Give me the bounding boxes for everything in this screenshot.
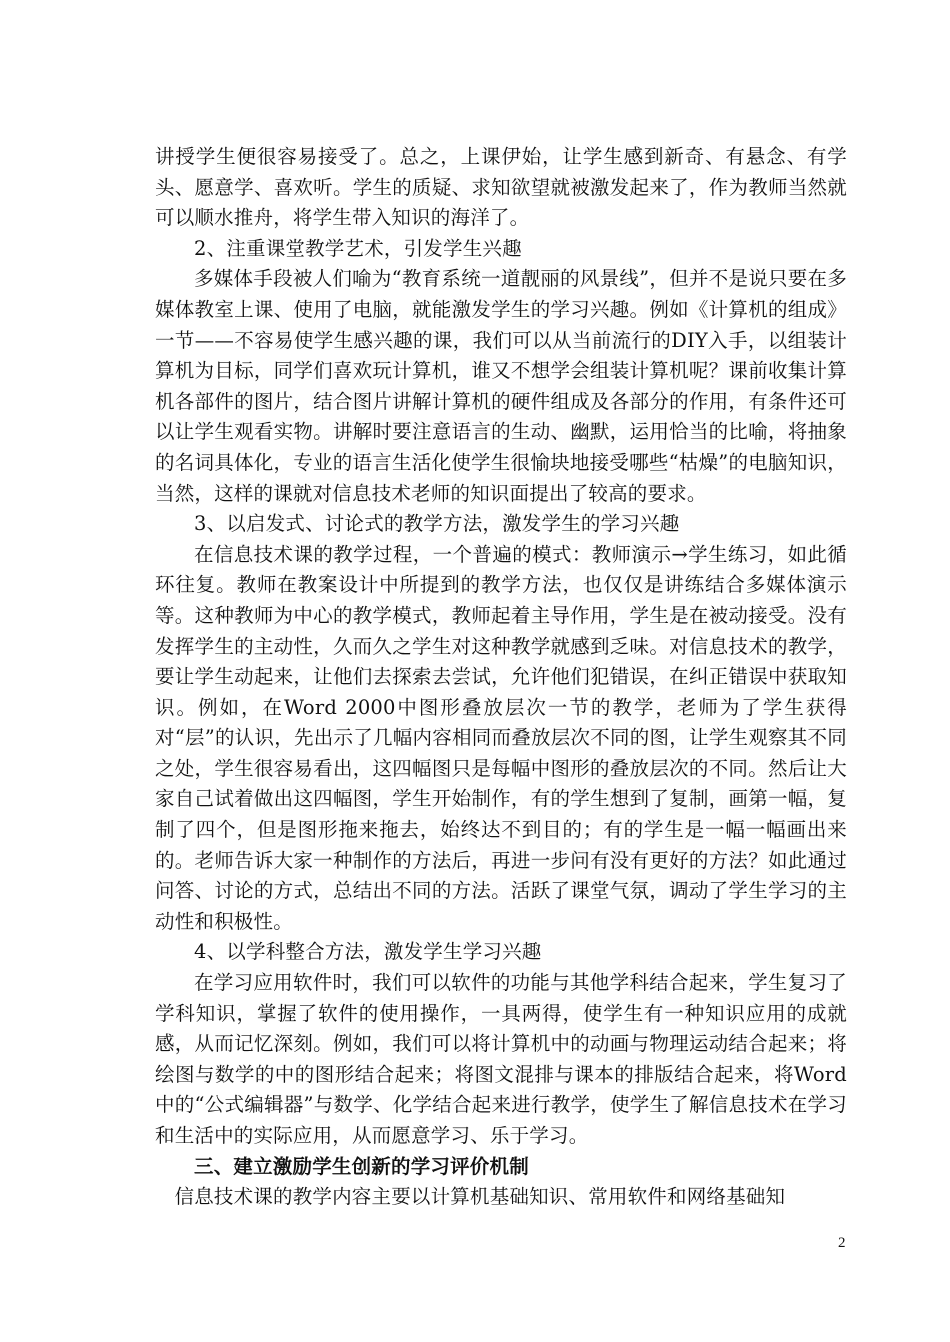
subheading-3: 3、以启发式、讨论式的教学方法，激发学生的学习兴趣 <box>194 512 680 536</box>
body-paragraph-3: 在信息技术课的教学过程，一个普遍的模式：教师演示→学生练习，如此循环往复。教师在教案设计中所提到的教学方法，也仅仅是讲练结合多媒体演示等。这种教师为中心的教学模式，教师起着主导作用，学生是在被动接受。没有发挥学生的主动性，久而久之学生对这种教学就感到乏味。对信息技术的教学，要让学生动起来，让他们去探索去尝试，允许他们犯错误，在纠正错误中获取知识。例如，在Word 2000中图形叠放层次一节的教学，老师为了学生获得对“层”的认识，先出示了几幅内容相同而叠放层次不同的图，让学生观察其不同之处，学生很容易看出，这四幅图只是每幅中图形的叠放层次的不同。然后让大家自己试着做出这四幅图，学生开始制作，有的学生想到了复制，画第一幅，复制了四个，但是图形拖来拖去，始终达不到目的；有的学生是一幅一幅画出来的。老师告诉大家一种制作的方法后，再进一步问有没有更好的方法？如此通过问答、讨论的方式，总结出不同的方法。活跃了课堂气氛，调动了学生学习的主动性和积极性。 <box>155 542 847 933</box>
subheading-4: 4、以学科整合方法，激发学生学习兴趣 <box>194 940 542 964</box>
subheading-2: 2、注重课堂教学艺术，引发学生兴趣 <box>194 236 522 260</box>
body-paragraph-2: 多媒体手段被人们喻为“教育系统一道靓丽的风景线”，但并不是说只要在多媒体教室上课、使用了电脑，就能激发学生的学习兴趣。例如《计算机的组成》一节——不容易使学生感兴趣的课，我们可以从当前流行的DIY入手，以组装计算机为目标，同学们喜欢玩计算机，谁又不想学会组装计算机呢？课前收集计算机各部件的图片，结合图片讲解计算机的硬件组成及各部分的作用，有条件还可以让学生观看实物。讲解时要注意语言的生动、幽默，运用恰当的比喻，将抽象的名词具体化，专业的语言生活化使学生很愉块地接受哪些“枯燥”的电脑知识，当然，这样的课就对信息技术老师的知识面提出了较高的要求。 <box>155 267 847 505</box>
document-page <box>155 142 847 1213</box>
page-number: 2 <box>838 1235 846 1251</box>
body-paragraph-1: 讲授学生便很容易接受了。总之，上课伊始，让学生感到新奇、有悬念、有学头、愿意学、喜欢听。学生的质疑、求知欲望就被激发起来了，作为教师当然就可以顺水推舟，将学生带入知识的海洋了。 <box>155 145 847 230</box>
body-paragraph-4: 在学习应用软件时，我们可以软件的功能与其他学科结合起来，学生复习了学科知识，掌握了软件的使用操作，一具两得，使学生有一种知识应用的成就感，从而记忆深刻。例如，我们可以将计算机中的动画与物理运动结合起来；将绘图与数学的中的图形结合起来；将图文混排与课本的排版结合起来，将Word中的“公式编辑器”与数学、化学结合起来进行教学，使学生了解信息技术在学习和生活中的实际应用，从而愿意学习、乐于学习。 <box>155 971 847 1147</box>
body-paragraph-5: 信息技术课的教学内容主要以计算机基础知识、常用软件和网络基础知 <box>174 1185 786 1209</box>
section-heading: 三、建立激励学生创新的学习评价机制 <box>194 1154 529 1178</box>
